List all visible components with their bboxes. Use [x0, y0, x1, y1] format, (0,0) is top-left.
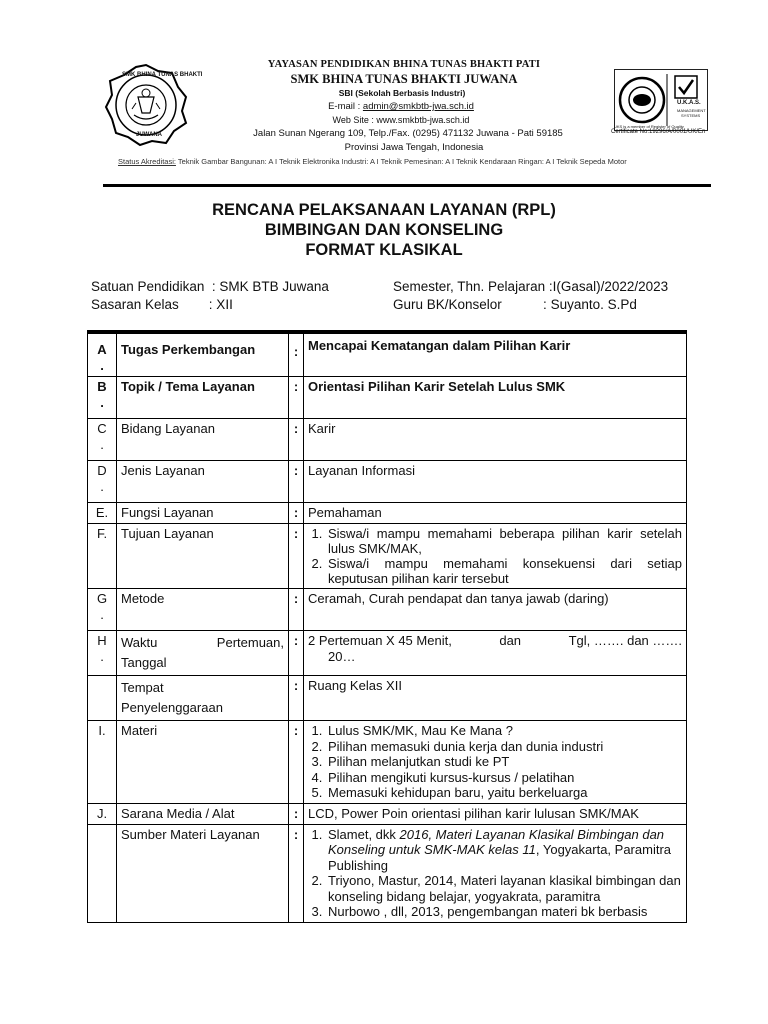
value-part: 20… [328, 649, 356, 664]
source-part: Slamet, dkk [328, 826, 400, 842]
value-part: Tgl, ……. dan ……. [568, 633, 682, 648]
row-code [88, 419, 117, 461]
row-code-dot: . [100, 479, 104, 494]
logo-left-text-bottom: JUWANA [136, 132, 163, 138]
row-label [117, 676, 289, 721]
counselor-name: Guru BK/Konselor : Suyanto. S.Pd [393, 297, 637, 312]
row-colon: : [289, 503, 304, 524]
row-code-letter: B [97, 379, 107, 394]
row-value [304, 721, 687, 804]
row-code-letter: H [97, 633, 107, 648]
row-value: Layanan Informasi [304, 461, 687, 503]
value-part: 2 Pertemuan X 45 Menit, [308, 633, 452, 648]
row-colon: : [289, 721, 304, 804]
school-website: Web Site : www.smkbtb-jwa.sch.id [332, 115, 470, 125]
table-row [88, 589, 687, 631]
table-row [88, 524, 687, 589]
sources-list [308, 827, 682, 920]
row-label: Tugas Perkembangan [117, 332, 289, 377]
row-colon: : [289, 419, 304, 461]
row-label: Sarana Media / Alat [117, 803, 289, 824]
label-part: Tempat [121, 680, 164, 695]
source-part: , Yogyakarta, Paramitra Publishing [328, 842, 672, 873]
row-colon: : [289, 803, 304, 824]
row-label: Jenis Layanan [117, 461, 289, 503]
row-code [88, 631, 117, 676]
row-code-dot: . [100, 649, 104, 664]
list-item: 5. Memasuki kehidupan baru, yaitu berkeluarga [326, 785, 682, 801]
value-part: dan [499, 633, 522, 648]
row-value: Pemahaman [304, 503, 687, 524]
table-row [88, 503, 687, 524]
row-code-letter: A [97, 342, 107, 357]
row-colon: : [289, 631, 304, 676]
row-label: Metode [117, 589, 289, 631]
row-code: F. [88, 524, 117, 589]
row-code: J. [88, 803, 117, 824]
row-colon: : [289, 524, 304, 589]
source-part: 2016, Materi Layanan Klasikal Bimbingan dan Konseling untuk SMK-MAK kelas 11 [328, 826, 665, 857]
row-colon: : [289, 461, 304, 503]
row-value: Orientasi Pilihan Karir Setelah Lulus SMK [304, 377, 687, 419]
letterhead-divider [103, 184, 711, 187]
education-unit: Satuan Pendidikan : SMK BTB Juwana [91, 279, 329, 294]
document-title-line2: BIMBINGAN DAN KONSELING [264, 221, 504, 239]
table-row [88, 461, 687, 503]
logo-left-text-top: SMK BHINA TUNAS BHAKTI [122, 72, 203, 78]
ukas-logo-label: UKAS [636, 106, 651, 112]
row-label: Topik / Tema Layanan [117, 377, 289, 419]
list-item [326, 827, 682, 874]
school-sbi: SBI (Sekolah Berbasis Industri) [338, 88, 466, 98]
row-value [304, 631, 687, 676]
row-colon: : [289, 824, 304, 922]
school-name: SMK BHINA TUNAS BHAKTI JUWANA [290, 72, 518, 86]
target-class: Sasaran Kelas : XII [91, 297, 233, 312]
school-province: Provinsi Jawa Tengah, Indonesia [344, 142, 484, 153]
label-part: Waktu [121, 635, 158, 650]
row-value [304, 824, 687, 922]
list-item: 3. Nurbowo , dll, 2013, pengembangan materi bk berbasis [326, 904, 682, 920]
row-value: Karir [304, 419, 687, 461]
accreditation-text: Teknik Gambar Bangunan: A I Teknik Elektronika Industri: A I Teknik Pemesinan: A I Teknik Kendaraan Ringan: A I Teknik Sepeda Motor [175, 157, 627, 166]
row-value: Mencapai Kematangan dalam Pilihan Karir [304, 332, 687, 377]
list-item: 2. Triyono, Mastur, 2014, Materi layanan klasikal bimbingan dan konseling bidang belajar, yogyakrata, paramitra [326, 873, 682, 904]
email-link[interactable]: admin@smkbtb-jwa.sch.id [362, 101, 474, 112]
row-colon: : [289, 676, 304, 721]
row-value: LCD, Power Poin orientasi pilihan karir lulusan SMK/MAK [304, 803, 687, 824]
list-item: 3. Pilihan melanjutkan studi ke PT [326, 754, 682, 770]
label-part: Penyelenggaraan [121, 700, 223, 715]
row-colon: : [289, 332, 304, 377]
row-code: E. [88, 503, 117, 524]
certificate-number: Certificate No:19296/A/0001/UK/En [611, 129, 706, 135]
row-code [88, 824, 117, 922]
ukas-mark-label: U.K.A.S. [677, 100, 701, 106]
label-part: Tanggal [121, 655, 167, 670]
school-address: Jalan Sunan Ngerang 109, Telp./Fax. (0295) 471132 Juwana - Pati 59185 [253, 128, 563, 139]
row-value [304, 524, 687, 589]
row-code [88, 377, 117, 419]
row-code [88, 332, 117, 377]
list-item: 1. Siswa/i mampu memahami beberapa pilihan karir setelah lulus SMK/MAK, [326, 526, 682, 556]
row-label: Fungsi Layanan [117, 503, 289, 524]
row-label [117, 631, 289, 676]
list-item: 4. Pilihan mengikuti kursus-kursus / pelatihan [326, 770, 682, 786]
table-row [88, 631, 687, 676]
row-label: Sumber Materi Layanan [117, 824, 289, 922]
goals-list [308, 526, 682, 586]
row-code-dot: . [100, 395, 104, 410]
semester-year: Semester, Thn. Pelajaran :I(Gasal)/2022/2023 [393, 279, 669, 294]
table-row [88, 332, 687, 377]
ukas-management-label: MANAGEMENT [677, 108, 706, 113]
list-item: 2. Siswa/i mampu memahami konsekuensi dari setiap keputusan pilihan karir tersebut [326, 556, 682, 586]
row-code-dot: . [100, 437, 104, 452]
row-code-dot: . [100, 358, 104, 373]
row-value: Ceramah, Curah pendapat dan tanya jawab (daring) [304, 589, 687, 631]
label-part: Pertemuan, [216, 635, 284, 650]
list-item: 1. Lulus SMK/MK, Mau Ke Mana ? [326, 723, 682, 739]
row-label: Materi [117, 721, 289, 804]
row-code-letter: G [96, 591, 108, 606]
table-row [88, 824, 687, 922]
row-code [88, 676, 117, 721]
row-code [88, 589, 117, 631]
table-row [88, 721, 687, 804]
table-row [88, 803, 687, 824]
table-row [88, 676, 687, 721]
row-code-letter: D [97, 463, 107, 478]
materials-list [308, 723, 682, 801]
list-item: 2. Pilihan memasuki dunia kerja dan dunia industri [326, 739, 682, 755]
accreditation-label: Status Akreditasi: [118, 157, 176, 166]
row-code: I. [88, 721, 117, 804]
row-label: Tujuan Layanan [117, 524, 289, 589]
document-title-line1: RENCANA PELAKSANAAN LAYANAN (RPL) [212, 201, 556, 219]
row-colon: : [289, 589, 304, 631]
email-label: E-mail : [328, 101, 363, 112]
row-code-letter: C [97, 421, 107, 436]
accreditation-status [118, 157, 718, 166]
certificate-small-print: UKS is a member of Register of Quality [614, 124, 684, 129]
document-title-line3: FORMAT KLASIKAL [305, 241, 463, 259]
row-label: Bidang Layanan [117, 419, 289, 461]
foundation-name: YAYASAN PENDIDIKAN BHINA TUNAS BHAKTI PATI [267, 59, 541, 70]
table-row [88, 419, 687, 461]
rpl-table [87, 330, 687, 923]
row-colon: : [289, 377, 304, 419]
row-code [88, 461, 117, 503]
row-code-dot: . [100, 607, 104, 622]
table-row [88, 377, 687, 419]
row-value: Ruang Kelas XII [304, 676, 687, 721]
ukas-systems-label: SYSTEMS [681, 113, 701, 118]
